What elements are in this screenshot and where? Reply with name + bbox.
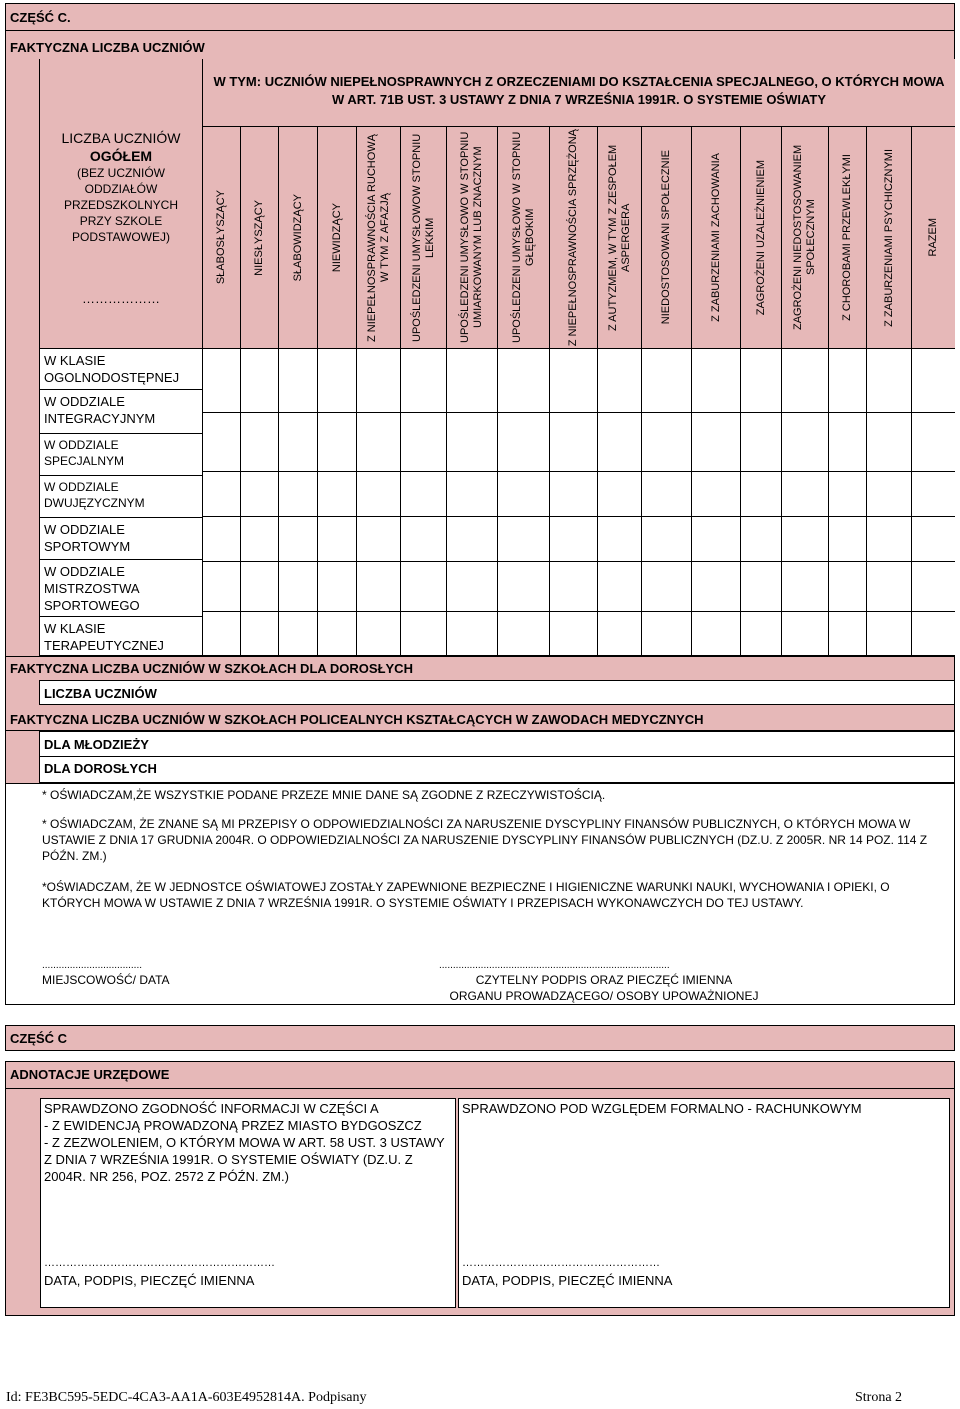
table-cell[interactable] [203,349,241,413]
column-header-label: RAZEM [927,218,939,257]
table-cell[interactable] [782,413,829,472]
table-cell[interactable] [357,562,401,612]
table-cell[interactable] [447,413,498,472]
table-cell[interactable] [498,413,550,472]
column-header-3 [279,127,318,349]
table-cell[interactable] [692,413,741,472]
table-cell[interactable] [550,562,598,612]
table-cell[interactable] [357,517,401,562]
adult-schools-band [5,656,955,680]
column-header-12 [692,127,741,349]
table-cell[interactable] [741,349,782,413]
table-cell[interactable] [550,413,598,472]
table-cell[interactable] [279,562,318,612]
column-header-label: UPOŚLEDZENI UMYSŁOWO W STOPNIU GŁĘBOKIM [510,131,536,344]
table-cell[interactable] [829,472,867,517]
table-cell[interactable] [203,413,241,472]
verified-right-box [458,1098,950,1308]
row-label-2: W ODDZIALE INTEGRACYJNYM [39,390,203,434]
table-cell[interactable] [447,562,498,612]
table-cell[interactable] [912,413,955,472]
table-cell[interactable] [782,612,829,656]
column-header-14 [782,127,829,349]
adult-schools-row-label: LICZBA UCZNIÓW [44,686,157,701]
table-cell[interactable] [867,472,912,517]
total-students-box [39,59,203,349]
table-cell[interactable] [912,562,955,612]
official-notes-title: ADNOTACJE URZĘDOWE [10,1067,170,1082]
postsecondary-row-youth [39,731,955,757]
table-cell[interactable] [867,562,912,612]
actual-students-title: FAKTYCZNA LICZBA UCZNIÓW [10,40,205,55]
verified-left-box [40,1098,456,1308]
table-cell[interactable] [357,413,401,472]
row-label-5: W ODDZIALE SPORTOWYM [39,518,203,560]
table-cell[interactable] [401,472,447,517]
table-cell[interactable] [279,349,318,413]
row-label-6: W ODDZIALE MISTRZOSTWA SPORTOWEGO [39,560,203,617]
column-header-label: Z AUTYZMEM, W TYM Z ZESPOŁEM ASPERGERA [606,144,632,331]
table-cell[interactable] [692,349,741,413]
postsecondary-row-adults-label: DLA DOROSŁYCH [44,761,157,776]
column-header-label: NIEWIDZĄCY [330,202,343,273]
table-cell[interactable] [912,517,955,562]
table-cell[interactable] [241,562,279,612]
table-cell[interactable] [829,562,867,612]
total-line1: LICZBA UCZNIÓW [61,130,181,146]
table-cell[interactable] [741,472,782,517]
column-header-17 [912,127,955,349]
table-cell[interactable] [741,562,782,612]
column-header-label: ZAGROŻENI UZALEŻNIENIEM [754,159,767,316]
table-cell[interactable] [203,612,241,656]
column-header-label: Z ZABURZENIAMI PSYCHICZNYMI [882,148,895,327]
table-cell[interactable] [642,413,692,472]
table-cell[interactable] [550,612,598,656]
table-cell[interactable] [782,349,829,413]
column-header-2 [241,127,279,349]
table-cell[interactable] [241,517,279,562]
section-c2-header [5,1025,955,1051]
table-cell[interactable] [782,562,829,612]
postsecondary-row-adults [39,757,955,783]
column-header-label: SŁABOSŁYSZĄCY [215,190,227,285]
table-cell[interactable] [912,612,955,656]
column-header-4 [318,127,357,349]
postsecondary-band [5,705,955,731]
table-cell[interactable] [401,517,447,562]
actual-students-band [5,31,955,59]
sign-dots-left: ……………………………………………………… [44,1257,275,1269]
table-cell[interactable] [498,349,550,413]
table-cell[interactable] [741,612,782,656]
table-cell[interactable] [829,413,867,472]
column-header-label: NIESŁYSZĄCY [253,199,265,276]
table-cell[interactable] [498,562,550,612]
column-header-1 [203,127,241,349]
section-c2-title: CZĘŚĆ C [10,1031,68,1046]
table-cell[interactable] [741,413,782,472]
table-cell[interactable] [598,562,642,612]
column-header-6 [401,127,447,349]
table-cell[interactable] [867,349,912,413]
column-header-9 [550,127,598,349]
table-cell[interactable] [829,349,867,413]
declaration-3: *OŚWIADCZAM, ŻE W JEDNOSTCE OŚWIATOWEJ ZOSTAŁY ZAPEWNIONE BEZPIECZNE I HIGIENICZNE WARUNKI NAUKI, WYCHOWANIA I OPIEKI, O KTÓRYCH MOWA W USTAWIE Z DNIA 7 WRZEŚNIA 1991R. O SYSTEMIE OŚWIATY I PRZEPISACH WYKONAWCZYCH DO TEJ USTAWY. [42,880,890,910]
column-header-11 [642,127,692,349]
table-cell[interactable] [241,413,279,472]
table-cell[interactable] [642,349,692,413]
column-header-label: Z NIEPEŁNOSPRAWNOŚCIA SPRZĘŻONĄ [567,128,579,347]
postsecondary-title: FAKTYCZNA LICZBA UCZNIÓW W SZKOŁACH POLICEALNYCH KSZTAŁCĄCYCH W ZAWODACH MEDYCZNYCH [10,712,704,727]
table-cell[interactable] [598,349,642,413]
table-cell[interactable] [318,517,357,562]
column-header-7 [447,127,498,349]
table-cell[interactable] [279,612,318,656]
signature-label-left: MIEJSCOWOŚĆ/ DATA [42,973,170,987]
table-cell[interactable] [241,612,279,656]
row-label-4: W ODDZIALE DWUJĘZYCZNYM [39,476,203,518]
including-header: W TYM: UCZNIÓW NIEPEŁNOSPRAWNYCH Z ORZECZENIAMI DO KSZTAŁCENIA SPECJALNEGO, O KTÓRYCH MOWA W ART. 71B UST. 3 USTAWY Z DNIA 7 WRZEŚNIA 1991R. O SYSTEMIE OŚWIATY [203,59,955,127]
table-cell[interactable] [692,562,741,612]
column-header-label: ZAGROŻENI NIEDOSTOSOWANIEM SPOŁECZNYM [792,144,817,331]
table-cell[interactable] [447,472,498,517]
table-cell[interactable] [741,517,782,562]
adult-schools-title: FAKTYCZNA LICZBA UCZNIÓW W SZKOŁACH DLA DOROSŁYCH [10,661,413,676]
table-cell[interactable] [318,562,357,612]
table-cell[interactable] [867,517,912,562]
row-label-1: W KLASIE OGOLNODOSTĘPNEJ [39,349,203,390]
total-blank: ……………… [82,291,160,306]
column-header-15 [829,127,867,349]
official-notes-frame [5,1061,955,1316]
table-cell[interactable] [782,472,829,517]
column-header-16 [867,127,912,349]
table-cell[interactable] [203,472,241,517]
table-cell[interactable] [401,349,447,413]
table-cell[interactable] [318,472,357,517]
table-cell[interactable] [241,472,279,517]
column-header-label: UPOŚLEDZENI UMYSŁOWOW STOPNIU LEKKIM [410,133,436,342]
table-cell[interactable] [829,612,867,656]
column-header-label: UPOŚLEDZENI UMYSŁOWO W STOPNIU UMIARKOWANYM LUB ZNACZNYM [459,131,484,344]
table-cell[interactable] [642,517,692,562]
table-cell[interactable] [550,517,598,562]
table-cell[interactable] [642,612,692,656]
table-cell[interactable] [598,413,642,472]
signature-label-right-1: CZYTELNY PODPIS ORAZ PIECZĘĆ IMIENNA [475,973,733,987]
signature-label-right-2: ORGANU PROWADZĄCEGO/ OSOBY UPOWAŻNIONEJ [449,989,759,1003]
table-cell[interactable] [598,612,642,656]
column-header-label: NIEDOSTOSOWANI SPOŁECZNIE [660,150,672,325]
section-c-header [5,3,955,31]
declaration-1: * OŚWIADCZAM,ŻE WSZYSTKIE PODANE PRZEZE MNIE DANE SĄ ZGODNE Z RZECZYWISTOŚCIĄ. [42,788,606,802]
column-header-label: Z NIEPEŁNOSPRAWNOŚCIA RUCHOWĄ W TYM Z AFAZJĄ [365,133,391,342]
signature-dots-right: ................................................................................... [439,960,670,971]
table-cell[interactable] [912,472,955,517]
postsecondary-row-youth-label: DLA MŁODZIEŻY [44,737,149,752]
table-cell[interactable] [498,472,550,517]
sign-label-left: DATA, PODPIS, PIECZĘĆ IMIENNA [44,1273,255,1288]
section-title: CZĘŚĆ C. [10,10,71,25]
official-notes-header [6,1062,954,1089]
table-cell[interactable] [498,517,550,562]
sign-dots-right: ……………………………………………… [462,1257,660,1269]
table-cell[interactable] [692,472,741,517]
row-label-3: W ODDZIALE SPECJALNYM [39,434,203,476]
table-cell[interactable] [447,612,498,656]
table-cell[interactable] [692,612,741,656]
footer-id: Id: FE3BC595-5EDC-4CA3-AA1A-603E4952814A. Podpisany [6,1390,367,1405]
table-cell[interactable] [279,472,318,517]
table-cell[interactable] [241,349,279,413]
table-cell[interactable] [447,349,498,413]
column-header-5 [357,127,401,349]
table-cell[interactable] [829,517,867,562]
row-label-7: W KLASIE TERAPEUTYCZNEJ [39,617,203,656]
declaration-2: * OŚWIADCZAM, ŻE ZNANE SĄ MI PRZEPISY O ODPOWIEDZIALNOŚCI ZA NARUSZENIE DYSCYPLINY FINANSÓW PUBLICZNYCH, O KTÓRYCH MOWA W USTAWIE Z DNIA 17 GRUDNIA 2004R. O ODPOWIEDZIALNOŚCI ZA NARUSZENIE DYSCYPLINY FINANSÓW PUBLICZNYCH (DZ.U. Z 2005R. NR 14 POZ. 114 Z PÓŹN. ZM.) [42,817,928,863]
table-cell[interactable] [447,517,498,562]
table-cell[interactable] [867,612,912,656]
table-cell[interactable] [692,517,741,562]
declarations-block [5,783,955,1005]
footer-page: Strona 2 [855,1390,903,1405]
column-header-13 [741,127,782,349]
table-cell[interactable] [642,562,692,612]
table-cell[interactable] [912,349,955,413]
table-cell[interactable] [550,472,598,517]
table-cell[interactable] [598,472,642,517]
table-cell[interactable] [357,612,401,656]
table-cell[interactable] [401,413,447,472]
total-line3: (BEZ UCZNIÓW ODDZIAŁÓW PRZEDSZKOLNYCH PRZY SZKOLE PODSTAWOWEJ) [63,166,179,244]
adult-schools-row [39,680,955,705]
table-cell[interactable] [318,612,357,656]
column-header-label: Z CHOROBAMI PRZEWLEKŁYMI [841,154,853,321]
table-cell[interactable] [498,612,550,656]
table-cell[interactable] [318,349,357,413]
table-cell[interactable] [401,562,447,612]
verified-left-text: SPRAWDZONO ZGODNOŚĆ INFORMACJI W CZĘŚCI A - Z EWIDENCJĄ PROWADZONĄ PRZEZ MIASTO BYDGOSZCZ - Z ZEZWOLENIEM, O KTÓRYM MOWA W ART. 58 UST. 3 USTAWY Z DNIA 7 WRZEŚNIA 1991R. O SYSTEMIE OŚWIATY (DZ.U. Z 2004R. NR 256, POZ. 2572 Z PÓŹN. ZM.) [44,1101,445,1184]
table-cell[interactable] [782,517,829,562]
column-header-10 [598,127,642,349]
table-cell[interactable] [401,612,447,656]
signature-dots-left: .................................... [42,960,143,971]
total-line2: OGÓŁEM [89,148,153,164]
column-header-8 [498,127,550,349]
column-header-label: Z ZABURZENIAMI ZACHOWANIA [709,153,722,322]
table-cell[interactable] [598,517,642,562]
table-cell[interactable] [357,472,401,517]
table-cell[interactable] [642,472,692,517]
table-cell[interactable] [279,517,318,562]
table-cell[interactable] [203,517,241,562]
table-cell[interactable] [203,562,241,612]
column-header-label: SŁABOWIDZĄCY [291,193,304,282]
sign-label-right: DATA, PODPIS, PIECZĘĆ IMIENNA [462,1273,673,1288]
table-cell[interactable] [357,349,401,413]
verified-right-text: SPRAWDZONO POD WZGLĘDEM FORMALNO - RACHUNKOWYM [462,1101,862,1116]
table-cell[interactable] [867,413,912,472]
table-cell[interactable] [550,349,598,413]
table-cell[interactable] [318,413,357,472]
table-cell[interactable] [279,413,318,472]
